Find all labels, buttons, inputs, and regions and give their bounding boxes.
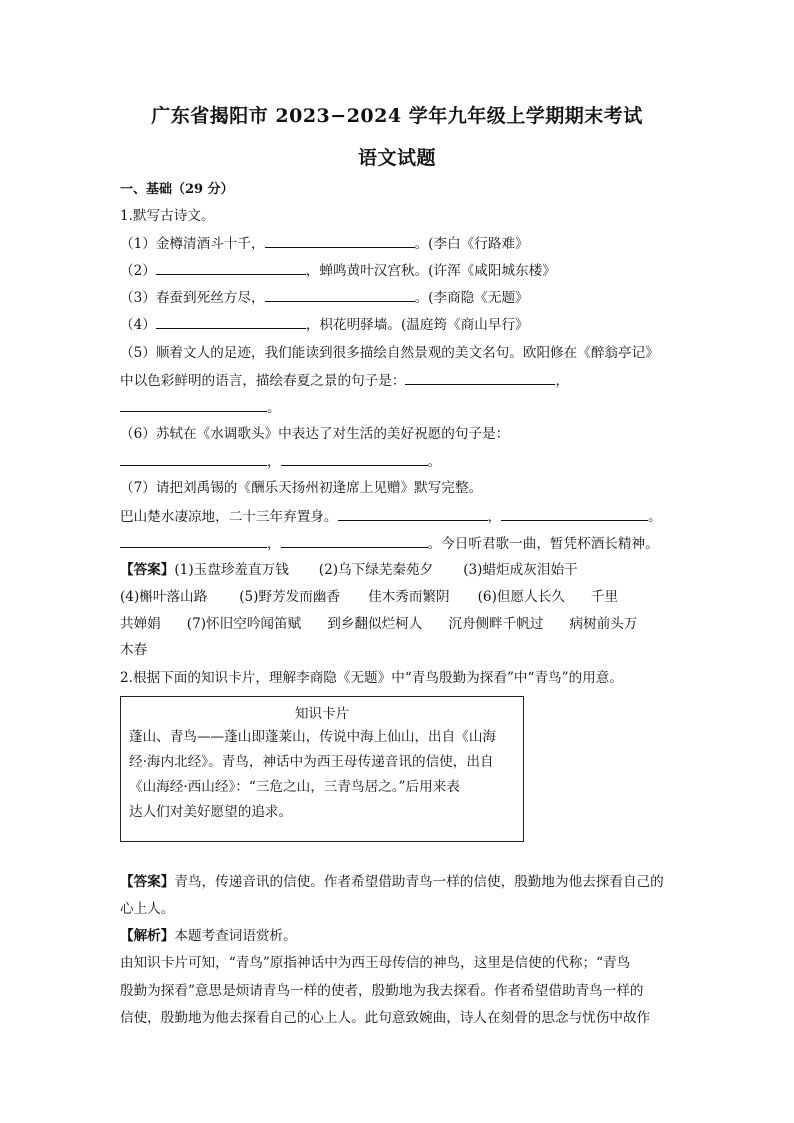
card-line: 《山海经·西山经》：“三危之山，三青鸟居之。”后用来表 bbox=[129, 779, 460, 795]
item-text: 中以色彩鲜明的语言，描绘春夏之景的句子是： bbox=[120, 373, 406, 389]
answer-item: (1)玉盘珍羞直万钱 bbox=[174, 562, 289, 578]
item-text: （3）春蚕到死丝方尽， bbox=[120, 290, 265, 306]
question-1-item-5-line-1: （5）顺着文人的足迹，我们能读到很多描绘自然景观的美文名句。欧阳修在《醉翁亭记》 bbox=[120, 345, 659, 361]
section-heading: 一、基础（29 分） bbox=[120, 182, 234, 197]
answer-label: 【答案】 bbox=[120, 874, 175, 890]
answer-blank[interactable] bbox=[405, 370, 555, 385]
card-line: 达人们对美好愿望的追求。 bbox=[129, 804, 293, 820]
card-line: 蓬山、青鸟——蓬山即蓬莱山，传说中海上仙山，出自《山海 bbox=[129, 729, 497, 745]
answer-label: 【答案】 bbox=[120, 562, 175, 578]
answer-blank[interactable] bbox=[265, 287, 415, 302]
answer-item: 共婵娟 bbox=[120, 616, 161, 632]
answer-blank[interactable] bbox=[281, 451, 428, 466]
item-text: ， bbox=[555, 373, 570, 389]
item-text: （4） bbox=[120, 317, 156, 333]
item-text: ， bbox=[267, 454, 281, 470]
answer-item: (3)蜡炬成灰泪始干 bbox=[463, 562, 578, 578]
answer-item: (5)野芳发而幽香 bbox=[239, 589, 341, 605]
question-1-item-5-line-3 bbox=[120, 397, 680, 418]
item-text: （1）金樽清酒斗十千， bbox=[120, 236, 265, 252]
answer-1-line-3 bbox=[120, 614, 680, 634]
item-text: ，枳花明驿墙。(温庭筠《商山早行》 bbox=[305, 317, 529, 333]
card-line: 经·海内北经》。青鸟，神话中为西王母传递音讯的信使，出自 bbox=[129, 754, 494, 770]
answer-item: 千里 bbox=[590, 589, 619, 605]
answer-blank[interactable] bbox=[338, 506, 488, 521]
answer-item: (4)槲叶落山路 bbox=[120, 589, 208, 605]
answer-1-line-4: 木春 bbox=[120, 642, 148, 658]
answer-blank[interactable] bbox=[265, 233, 415, 248]
analysis-label: 【解析】 bbox=[120, 928, 175, 944]
answer-1-line-1 bbox=[120, 560, 680, 580]
item-text: ， bbox=[267, 536, 281, 552]
answer-item: (2)乌下绿芜秦苑夕 bbox=[318, 562, 434, 578]
answer-blank[interactable] bbox=[120, 451, 267, 466]
item-text: 。 bbox=[267, 400, 281, 416]
answer-item: 佳木秀而繁阴 bbox=[368, 589, 450, 605]
knowledge-card bbox=[120, 696, 524, 842]
answer-blank[interactable] bbox=[156, 260, 306, 275]
question-1-item-6-line-1: （6）苏轼在《水调歌头》中表达了对生活的美好祝愿的句子是： bbox=[120, 426, 510, 442]
item-text: 。今日听君歌一曲，暂凭杯酒长精神。 bbox=[427, 536, 659, 552]
answer-item: 沉舟侧畔千帆过 bbox=[448, 616, 544, 632]
item-text: 。 bbox=[648, 509, 662, 525]
question-1-stem: 1.默写古诗文。 bbox=[120, 208, 215, 224]
exam-subtitle: 语文试题 bbox=[357, 147, 436, 169]
question-1-item-7-line-1: （7）请把刘禹锡的《酬乐天扬州初逢席上见赠》默写完整。 bbox=[120, 480, 483, 496]
question-1-item-7-line-3 bbox=[120, 533, 680, 554]
question-1-item-3 bbox=[120, 287, 680, 308]
answer-blank[interactable] bbox=[501, 506, 648, 521]
question-1-item-7-line-2 bbox=[120, 506, 680, 527]
analysis-line-4: 信使，殷勤地为他去探看自己的心上人。此句意致婉曲，诗人在刻骨的思念与忧伤中故作 bbox=[120, 1010, 651, 1026]
item-text: 。 bbox=[427, 454, 442, 470]
answer-item: (7)怀旧空吟闻笛赋 bbox=[186, 616, 302, 632]
answer-item: 到乡翻似烂柯人 bbox=[327, 616, 423, 632]
answer-item: (6)但愿人长久 bbox=[477, 589, 565, 605]
question-1-item-6-line-2 bbox=[120, 451, 680, 472]
item-text: ， bbox=[487, 509, 502, 525]
question-1-item-5-line-2 bbox=[120, 370, 680, 391]
exam-title: 广东省揭阳市 2023−2024 学年九年级上学期期末考试 bbox=[151, 105, 643, 127]
answer-item: 病树前头万 bbox=[569, 616, 638, 632]
answer-2-line-2: 心上人。 bbox=[120, 901, 175, 917]
answer-1-line-2 bbox=[120, 587, 680, 607]
card-body bbox=[129, 725, 515, 825]
analysis-line-1 bbox=[120, 926, 680, 946]
question-2-stem: 2.根据下面的知识卡片，理解李商隐《无题》中“青鸟殷勤为探看”中“青鸟”的用意。 bbox=[120, 670, 623, 686]
analysis-line-2: 由知识卡片可知，“青鸟”原指神话中为西王母传信的神鸟，这里是信使的代称；“青鸟 bbox=[120, 955, 631, 971]
item-text: 。(李白《行路难》 bbox=[414, 236, 529, 252]
item-text: 。(李商隐《无题》 bbox=[414, 290, 529, 306]
item-text: 巴山楚水凄凉地，二十三年弃置身。 bbox=[120, 509, 338, 525]
answer-2-line-1 bbox=[120, 872, 680, 892]
analysis-line-3: 殷勤为探看”意思是烦请青鸟一样的使者，殷勤地为我去探看。作者希望借助青鸟一样的 bbox=[120, 983, 644, 999]
item-text: ，蝉鸣黄叶汉宫秋。(许浑《咸阳城东楼》 bbox=[305, 263, 556, 279]
answer-blank[interactable] bbox=[156, 314, 306, 329]
question-1-item-2 bbox=[120, 260, 680, 281]
answer-blank[interactable] bbox=[281, 533, 428, 548]
question-1-item-1 bbox=[120, 233, 680, 254]
answer-blank[interactable] bbox=[120, 397, 267, 412]
answer-blank[interactable] bbox=[120, 533, 267, 548]
analysis-text: 本题考查词语赏析。 bbox=[174, 928, 297, 944]
answer-text: 青鸟，传递音讯的信使。作者希望借助青鸟一样的信使，殷勤地为他去探看自己的 bbox=[174, 874, 664, 890]
card-title: 知识卡片 bbox=[294, 706, 350, 722]
question-1-item-4 bbox=[120, 314, 680, 335]
item-text: （2） bbox=[120, 263, 156, 279]
